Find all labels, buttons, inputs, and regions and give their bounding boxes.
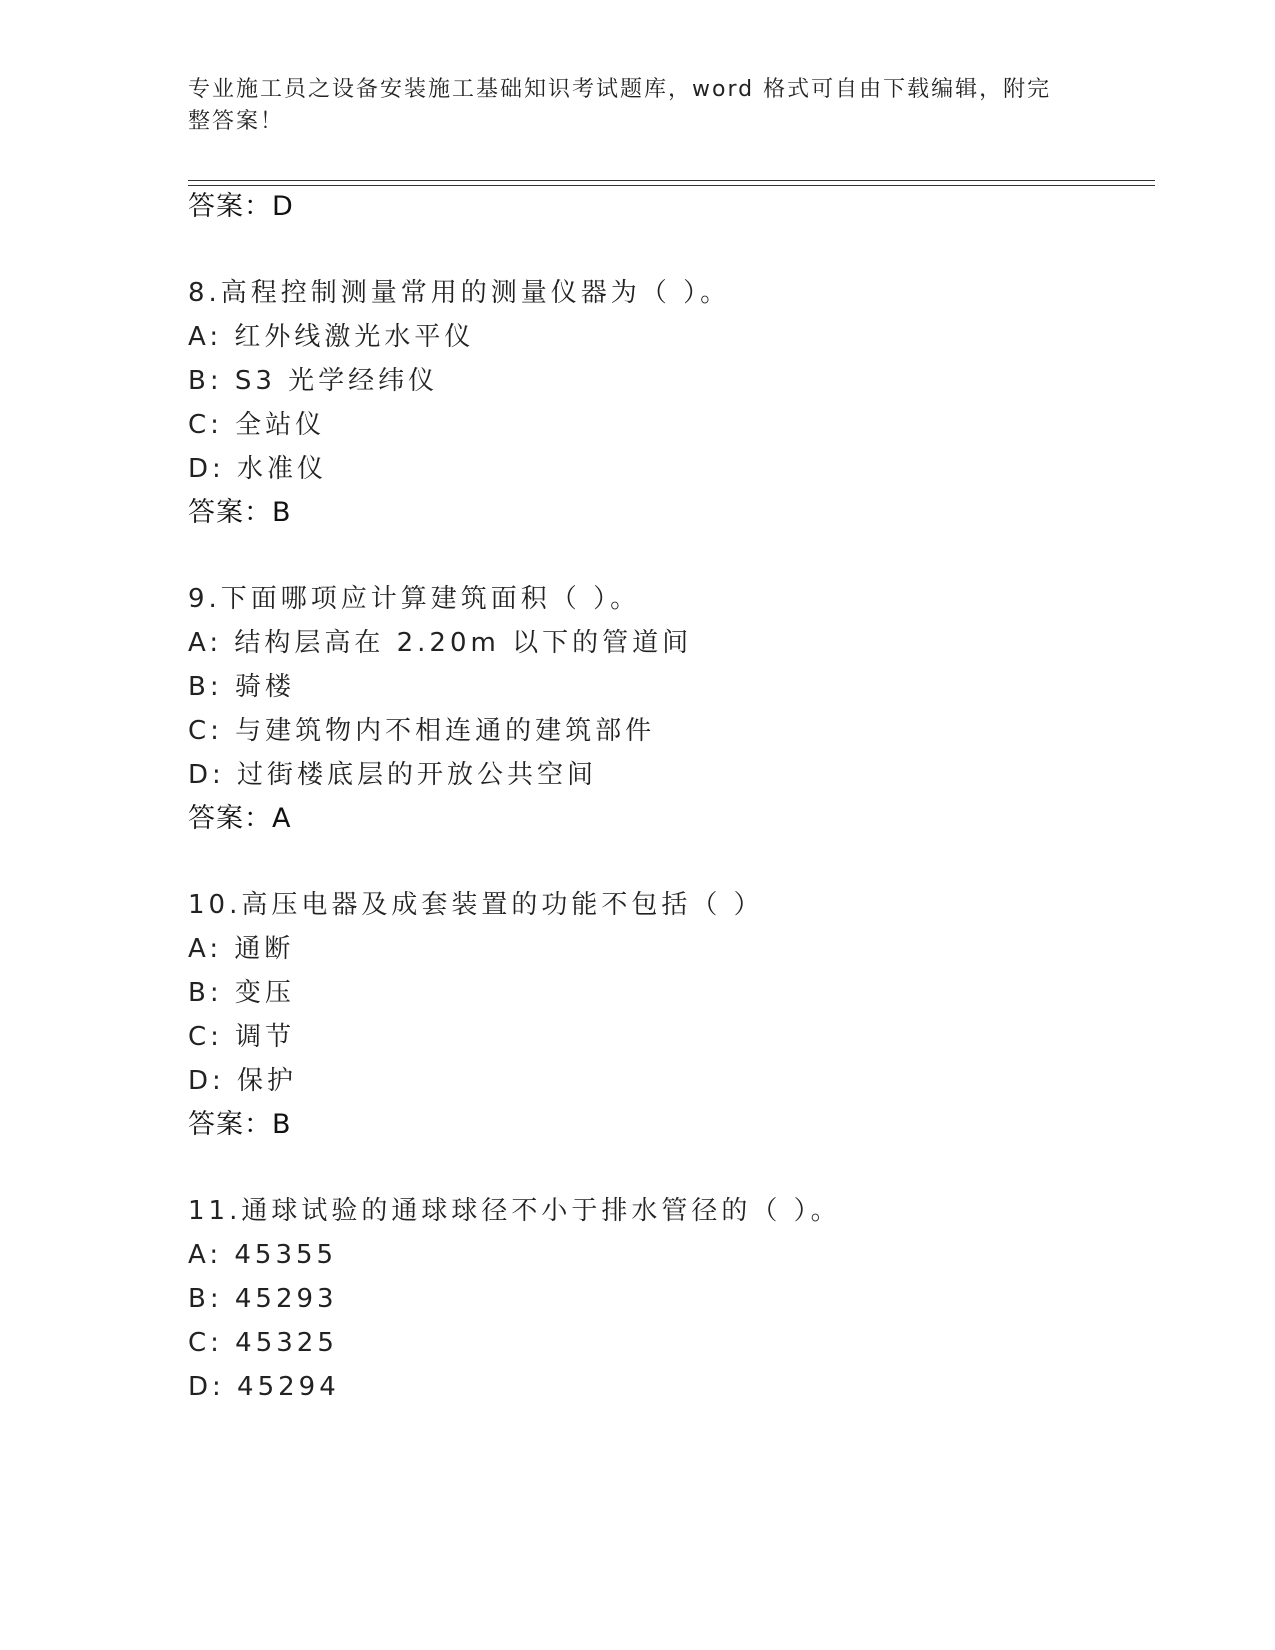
header-divider-top bbox=[188, 180, 1155, 181]
question-11-option-c: C: 45325 bbox=[188, 1328, 338, 1358]
question-10-option-b: B: 变压 bbox=[188, 978, 295, 1008]
question-8-answer: 答案：B bbox=[188, 497, 292, 528]
question-10-option-a: A: 通断 bbox=[188, 934, 295, 964]
question-10-option-d: D: 保护 bbox=[188, 1066, 298, 1096]
question-9-option-b: B: 骑楼 bbox=[188, 672, 295, 702]
previous-answer: 答案：D bbox=[188, 191, 294, 222]
document-header: 专业施工员之设备安装施工基础知识考试题库，word 格式可自由下载编辑，附完整答案！ bbox=[188, 77, 1052, 134]
question-9-stem: 9.下面哪项应计算建筑面积（ ）。 bbox=[188, 584, 641, 614]
question-9-answer: 答案：A bbox=[188, 803, 292, 834]
question-8-option-a: A: 红外线激光水平仪 bbox=[188, 322, 475, 352]
question-9-option-d: D: 过街楼底层的开放公共空间 bbox=[188, 760, 598, 790]
question-11-stem: 11.通球试验的通球球径不小于排水管径的（ ）。 bbox=[188, 1196, 841, 1226]
question-11-option-a: A: 45355 bbox=[188, 1240, 338, 1270]
question-9-option-c: C: 与建筑物内不相连通的建筑部件 bbox=[188, 716, 656, 746]
question-9-option-a: A: 结构层高在 2.20m 以下的管道间 bbox=[188, 628, 693, 658]
question-11-option-b: B: 45293 bbox=[188, 1284, 338, 1314]
question-10-stem: 10.高压电器及成套装置的功能不包括（ ） bbox=[188, 890, 764, 920]
question-8-option-d: D: 水准仪 bbox=[188, 454, 328, 484]
header-divider-bottom bbox=[188, 185, 1155, 186]
question-8-option-b: B: S3 光学经纬仪 bbox=[188, 366, 439, 396]
question-8-option-c: C: 全站仪 bbox=[188, 410, 326, 440]
question-10-option-c: C: 调节 bbox=[188, 1022, 296, 1052]
question-8-stem: 8.高程控制测量常用的测量仪器为（ ）。 bbox=[188, 278, 731, 308]
question-10-answer: 答案：B bbox=[188, 1109, 292, 1140]
question-11-option-d: D: 45294 bbox=[188, 1372, 340, 1402]
